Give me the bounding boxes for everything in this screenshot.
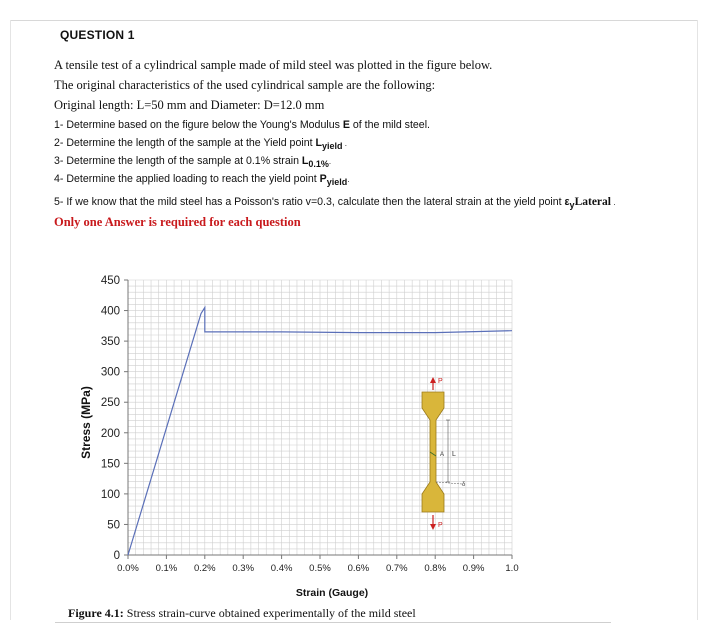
y-tick-label: 200 <box>100 427 120 440</box>
question-2-symbol: L <box>315 137 322 149</box>
y-tick-label: 50 <box>107 519 120 532</box>
question-5-subscript: y <box>569 200 575 210</box>
y-tick-label: 400 <box>100 305 120 318</box>
question-1-symbol: E <box>342 119 350 131</box>
x-tick-label: 0.9% <box>462 563 485 574</box>
question-3-pre: 3- Determine the length of the sample at 0.1% strain <box>54 155 302 167</box>
y-tick-label: 450 <box>100 275 120 287</box>
question-2-pre: 2- Determine the length of the sample at the Yield point <box>54 137 316 149</box>
question-4-post: . <box>347 175 350 184</box>
force-label-bottom: P <box>438 522 443 529</box>
question-3-symbol: L <box>301 155 309 167</box>
y-tick-label: 350 <box>100 336 120 349</box>
question-2-subscript: yield <box>321 141 343 151</box>
question-5-pre: 5- If we know that the mild steel has a Poisson's ratio v=0.3, calculate then the lateral strain at the yield point <box>54 196 565 208</box>
question-4-subscript: yield <box>326 177 348 187</box>
chart-grid <box>128 280 512 555</box>
force-label-top: P <box>438 378 443 385</box>
y-tick-label: 250 <box>100 397 120 410</box>
y-tick-label: 300 <box>100 366 120 379</box>
x-tick-label: 0.5% <box>309 563 331 574</box>
question-1-pre: 1- Determine based on the figure below the Young's Modulus <box>54 119 343 131</box>
x-tick-label: 0.2% <box>193 563 216 574</box>
area-label: A <box>440 452 445 458</box>
y-tick-label: 100 <box>100 488 120 501</box>
length-label: L <box>452 451 456 458</box>
x-tick-label: 0.1% <box>155 563 178 574</box>
figure-caption-label: Figure 4.1: <box>68 606 124 620</box>
x-tick-label: 0.7% <box>385 563 408 574</box>
question-4-symbol: P <box>319 173 327 185</box>
x-tick-label: 1.0 <box>505 563 519 574</box>
answer-note: Only one Answer is required for each question <box>54 215 301 229</box>
question-3-post: . <box>328 157 332 166</box>
figure-caption <box>68 606 416 621</box>
question-4-pre: 4- Determine the applied loading to reach the yield point <box>54 173 320 185</box>
intro-line-3: Original length: L=50 mm and Diameter: D=12.0 mm <box>54 98 325 112</box>
y-tick-label: 0 <box>113 550 120 562</box>
x-tick-label: 0.3% <box>232 563 255 574</box>
question-title: QUESTION 1 <box>60 28 135 42</box>
question-3-subscript: 0.1% <box>308 159 329 169</box>
figure-caption-text: Stress strain-curve obtained experimentally of the mild steel <box>123 606 416 620</box>
y-tick-label: 150 <box>100 458 120 471</box>
diameter-label: δ <box>462 482 466 488</box>
intro-line-2: The original characteristics of the used cylindrical sample are the following: <box>54 78 436 92</box>
question-1-post: of the mild steel. <box>349 119 431 131</box>
x-axis-title: Strain (Gauge) <box>295 587 369 599</box>
question-2-post: . <box>342 139 347 148</box>
caption-underline <box>55 622 611 623</box>
y-axis-title: Stress (MPa) <box>79 386 93 459</box>
specimen-inset <box>422 377 466 530</box>
question-5-tail: Lateral <box>574 196 611 208</box>
x-tick-label: 0.6% <box>347 563 370 574</box>
intro-line-1: A tensile test of a cylindrical sample made of mild steel was plotted in the figure below. <box>54 58 493 72</box>
x-tick-label: 0.4% <box>270 563 293 574</box>
x-tick-label: 0.0% <box>117 563 139 574</box>
question-5-post: . <box>610 198 616 207</box>
question-5-symbol: ε <box>564 196 570 208</box>
x-tick-label: 0.8% <box>424 563 447 574</box>
chart-ticks <box>79 275 519 599</box>
